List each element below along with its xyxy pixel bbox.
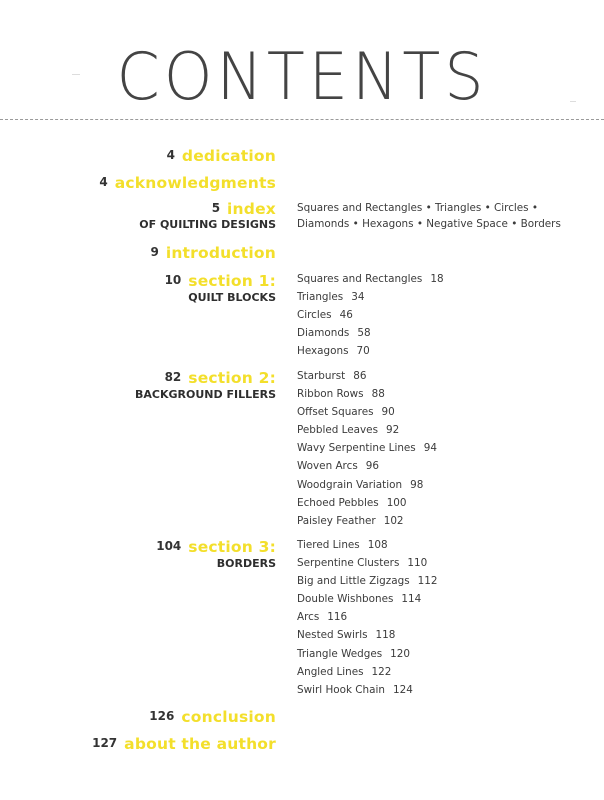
- subitem-page: 122: [371, 665, 392, 678]
- section-2-list: [297, 367, 437, 530]
- subitem-page: 70: [356, 345, 370, 358]
- toc-subitem[interactable]: [297, 270, 444, 288]
- index-description-line: Squares and Rectangles • Triangles • Circles •: [297, 202, 539, 214]
- page-number: 4: [99, 175, 108, 189]
- section-1-list: [297, 270, 444, 360]
- entry-heading: about the author: [124, 735, 276, 753]
- index-description-line: Diamonds • Hexagons • Negative Space • Borders: [297, 217, 561, 230]
- toc-entry-section-3[interactable]: [156, 537, 276, 556]
- toc-subitem[interactable]: [297, 342, 444, 360]
- subitem-label: Pebbled Leaves: [297, 424, 378, 437]
- subitem-label: Paisley Feather: [297, 514, 376, 527]
- toc-entry-conclusion[interactable]: [149, 707, 276, 726]
- subitem-label: Woodgrain Variation: [297, 478, 403, 491]
- subitem-page: 124: [392, 683, 413, 696]
- subitem-label: Hexagons: [297, 345, 349, 358]
- page-number: 82: [164, 370, 182, 384]
- toc-entry-introduction[interactable]: [150, 243, 276, 262]
- page-number: 5: [211, 201, 221, 215]
- subitem-page: 112: [417, 575, 438, 588]
- toc-subitem[interactable]: [297, 536, 437, 554]
- subitem-label: Diamonds: [297, 327, 350, 340]
- subitem-label: Squares and Rectangles: [297, 273, 423, 285]
- entry-subtitle: QUILT BLOCKS: [188, 291, 276, 304]
- page-number: 104: [156, 539, 182, 553]
- toc-subitem[interactable]: [297, 626, 437, 644]
- subitem-page: 46: [339, 309, 353, 322]
- subitem-label: Circles: [297, 309, 332, 322]
- page-title: CONTENTS: [116, 38, 488, 115]
- subitem-page: 120: [390, 647, 411, 660]
- subitem-label: Serpentine Clusters: [297, 557, 400, 570]
- entry-heading: acknowledgments: [114, 174, 276, 192]
- toc-entry-acknowledgments[interactable]: [99, 173, 276, 192]
- subitem-label: Double Wishbones: [297, 593, 394, 606]
- toc-entry-section-2[interactable]: [165, 368, 276, 387]
- subitem-page: 88: [371, 388, 385, 401]
- entry-heading: dedication: [181, 147, 276, 165]
- toc-subitem[interactable]: [297, 385, 437, 403]
- subitem-page: 34: [351, 291, 365, 304]
- page-number: 127: [92, 736, 118, 750]
- toc-subitem[interactable]: [297, 494, 437, 512]
- toc-subitem[interactable]: [297, 324, 444, 342]
- subitem-page: 100: [386, 496, 407, 509]
- toc-entry-about-the-author[interactable]: [92, 734, 276, 753]
- toc-entry-section-1[interactable]: [165, 271, 276, 290]
- toc-subitem[interactable]: [297, 512, 437, 530]
- toc-subitem[interactable]: [297, 439, 437, 457]
- dashed-divider: [0, 119, 604, 120]
- subitem-page: 94: [423, 442, 437, 455]
- subitem-label: Ribbon Rows: [297, 388, 364, 401]
- entry-subtitle: BORDERS: [216, 557, 276, 570]
- subitem-label: Big and Little Zigzags: [297, 575, 410, 588]
- page-number: 9: [150, 245, 159, 259]
- toc-subitem[interactable]: [297, 367, 437, 385]
- scan-mark: [72, 74, 80, 75]
- subitem-label: Wavy Serpentine Lines: [297, 442, 416, 455]
- toc-subitem[interactable]: [297, 645, 437, 663]
- toc-subitem[interactable]: [297, 306, 444, 324]
- subitem-page: 96: [365, 460, 379, 473]
- entry-heading: conclusion: [181, 708, 276, 726]
- subitem-page: 86: [353, 370, 367, 382]
- section-3-list: [297, 536, 437, 699]
- page-number: 10: [164, 273, 182, 287]
- subitem-page: 108: [367, 539, 388, 551]
- toc-subitem[interactable]: [297, 421, 437, 439]
- subitem-label: Woven Arcs: [297, 460, 358, 473]
- subitem-page: 18: [430, 273, 444, 285]
- subitem-page: 118: [375, 629, 396, 642]
- toc-subitem[interactable]: [297, 590, 437, 608]
- toc-subitem[interactable]: [297, 403, 437, 421]
- entry-heading: section 3:: [188, 538, 276, 556]
- subitem-page: 116: [327, 611, 348, 624]
- entry-heading: section 2:: [188, 369, 276, 387]
- toc-subitem[interactable]: [297, 476, 437, 494]
- page-number: 126: [149, 709, 175, 723]
- subitem-page: 110: [407, 557, 428, 570]
- toc-subitem[interactable]: [297, 681, 437, 699]
- subitem-label: Triangle Wedges: [297, 647, 383, 660]
- subitem-label: Starburst: [297, 370, 346, 382]
- subitem-label: Arcs: [297, 611, 320, 624]
- index-description: [297, 201, 561, 232]
- toc-subitem[interactable]: [297, 572, 437, 590]
- toc-entry-dedication[interactable]: [167, 146, 276, 165]
- entry-subtitle: BACKGROUND FILLERS: [135, 388, 276, 401]
- toc-subitem[interactable]: [297, 288, 444, 306]
- entry-subtitle: OF QUILTING DESIGNS: [139, 218, 276, 231]
- entry-heading: index: [227, 200, 276, 218]
- subitem-label: Offset Squares: [297, 406, 374, 419]
- toc-subitem[interactable]: [297, 608, 437, 626]
- subitem-label: Swirl Hook Chain: [297, 683, 385, 696]
- subitem-label: Nested Swirls: [297, 629, 368, 642]
- entry-heading: introduction: [165, 244, 276, 262]
- subitem-page: 102: [383, 514, 404, 527]
- subitem-page: 92: [385, 424, 400, 437]
- subitem-page: 114: [401, 593, 422, 606]
- subitem-page: 58: [357, 327, 371, 340]
- toc-entry-index[interactable]: [212, 199, 276, 218]
- subitem-label: Echoed Pebbles: [297, 496, 379, 509]
- entry-heading: section 1:: [188, 272, 276, 290]
- subitem-label: Angled Lines: [297, 665, 364, 678]
- page-number: 4: [166, 148, 175, 162]
- scan-mark: [570, 101, 576, 102]
- toc-subitem[interactable]: [297, 663, 437, 681]
- toc-subitem[interactable]: [297, 554, 437, 572]
- subitem-page: 90: [381, 406, 395, 419]
- toc-subitem[interactable]: [297, 457, 437, 475]
- subitem-label: Triangles: [297, 291, 344, 304]
- subitem-label: Tiered Lines: [297, 539, 360, 551]
- subitem-page: 98: [410, 478, 424, 491]
